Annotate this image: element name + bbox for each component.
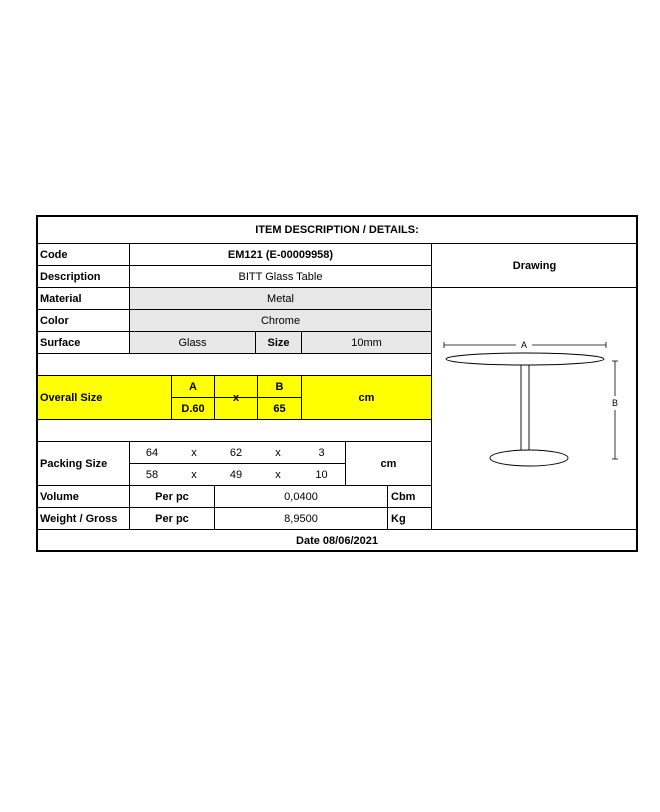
code-label: Code	[40, 248, 68, 261]
dimension-a-label: A	[520, 340, 528, 350]
weight-value: 8,9500	[284, 512, 318, 525]
overall-a-header: A	[189, 380, 197, 393]
packing-row2-dim1: 58	[145, 468, 159, 481]
overall-a-value: D.60	[181, 402, 205, 415]
dimension-b-label: B	[611, 398, 619, 408]
drawing-label: Drawing	[512, 259, 557, 272]
weight-label: Weight / Gross	[40, 512, 118, 525]
table-base-icon	[490, 450, 568, 466]
volume-label: Volume	[40, 490, 79, 503]
code-value: EM121 (E-00009958)	[227, 248, 334, 261]
size-label: Size	[267, 336, 290, 349]
material-label: Material	[40, 292, 82, 305]
packing-row1-dim2: 62	[229, 446, 243, 459]
surface-label: Surface	[40, 336, 81, 349]
volume-per: Per pc	[155, 490, 189, 503]
table-drawing	[432, 288, 637, 529]
volume-value: 0,0400	[284, 490, 318, 503]
packing-row1-times2: x	[275, 446, 281, 459]
packing-row2-times1: x	[191, 468, 197, 481]
date-footer: Date 08/06/2021	[296, 534, 378, 547]
color-label: Color	[40, 314, 69, 327]
packing-row2-dim3: 10	[315, 468, 328, 481]
description-value: BITT Glass Table	[238, 270, 323, 283]
color-value: Chrome	[260, 314, 301, 327]
sheet-title: ITEM DESCRIPTION / DETAILS:	[255, 223, 419, 236]
size-value: 10mm	[351, 336, 382, 349]
packing-row1-dim1: 64	[145, 446, 159, 459]
volume-unit: Cbm	[391, 490, 416, 503]
overall-b-value: 65	[273, 402, 286, 415]
packing-row2-times2: x	[275, 468, 281, 481]
material-value: Metal	[267, 292, 294, 305]
overall-unit: cm	[358, 391, 375, 404]
overall-size-label: Overall Size	[40, 391, 103, 404]
packing-row1-times1: x	[191, 446, 197, 459]
surface-value: Glass	[178, 336, 207, 349]
weight-unit: Kg	[391, 512, 406, 525]
overall-times: x	[232, 391, 240, 404]
table-top-icon	[446, 353, 604, 365]
packing-unit: cm	[380, 457, 397, 470]
packing-size-label: Packing Size	[40, 457, 108, 470]
overall-b-header: B	[275, 380, 284, 393]
packing-row1-dim3: 3	[318, 446, 325, 459]
description-label: Description	[40, 270, 101, 283]
weight-per: Per pc	[155, 512, 189, 525]
packing-row2-dim2: 49	[229, 468, 243, 481]
